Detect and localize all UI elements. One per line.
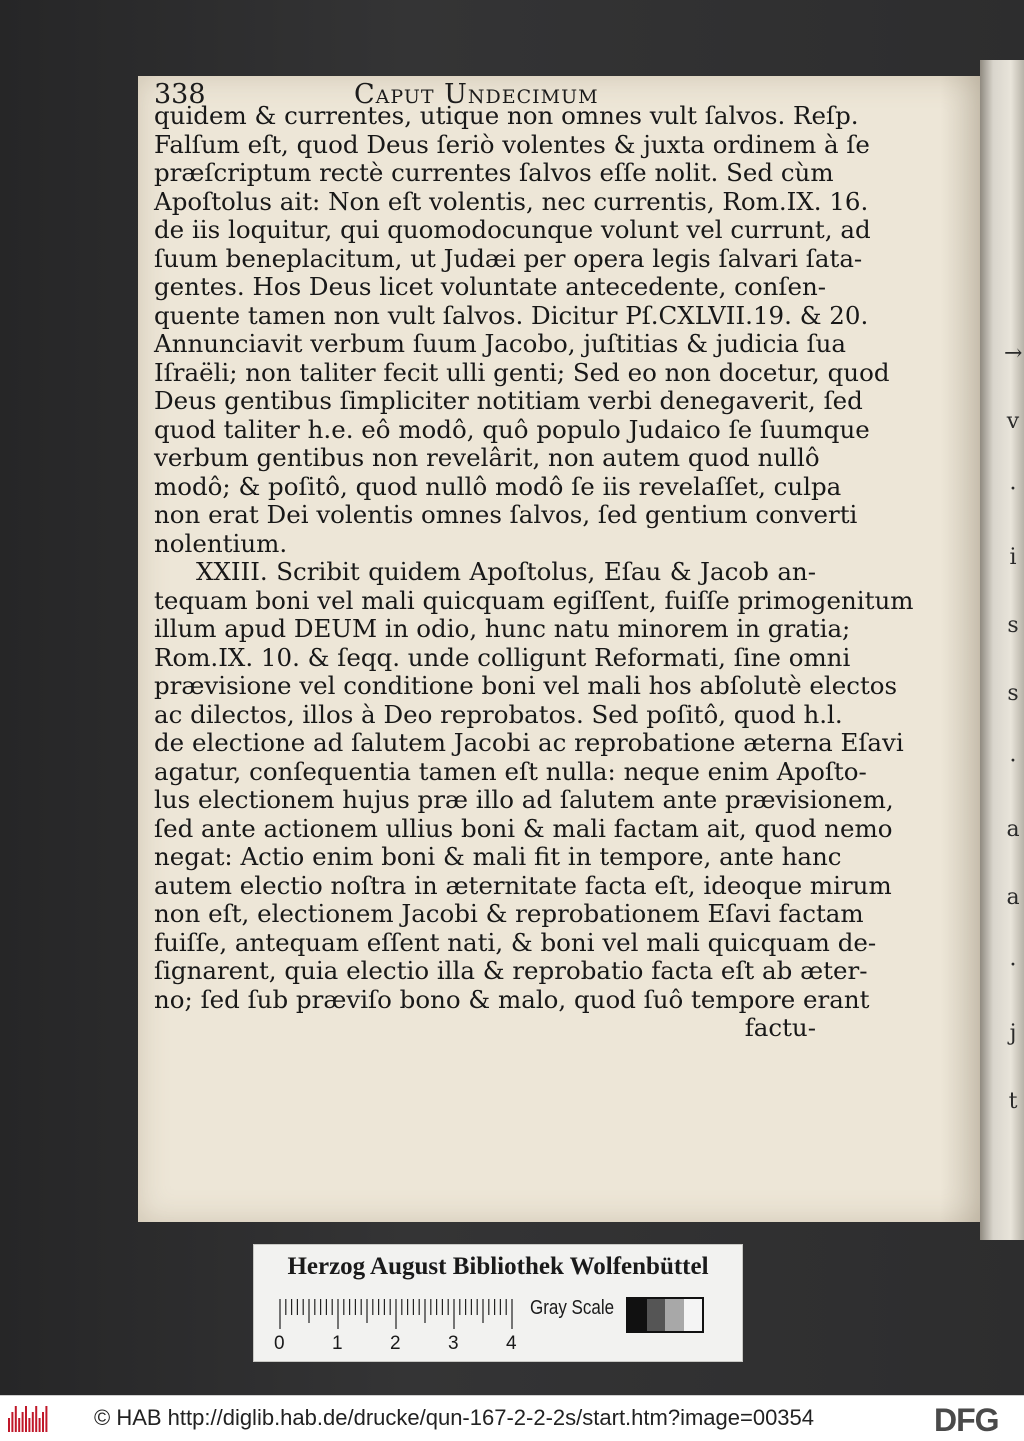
hab-logo-stroke [25, 1406, 27, 1432]
scan-label-card [253, 1244, 743, 1362]
hab-logo-stroke [18, 1418, 20, 1432]
text-line: non erat Dei volentis omnes ſalvos, ſed gentium converti [154, 500, 858, 529]
text-line: ſignarent, quia electio illa & reprobatio facta eſt ab æter- [154, 956, 868, 985]
text-line: ſed ante actionem ullius boni & mali factam ait, quod nemo [154, 813, 893, 843]
text-line: XXIII. Scribit quidem Apoſtolus, Eſau & Jacob an- [196, 557, 816, 586]
ruler-scale [278, 1297, 518, 1333]
text-line: Rom.IX. 10. & ſeqq. unde colligunt Reformati, ſine omni [154, 642, 851, 672]
text-line: tequam boni vel mali quicquam egiſſent, fuiſſe primogenitum [154, 585, 914, 615]
hab-logo-stroke [8, 1418, 10, 1432]
text-line: no; ſed ſub præviſo bono & malo, quod ſuô tempore erant [154, 984, 870, 1014]
text-line: Apoſtolus ait: Non eſt volentis, nec currentis, Rom.IX. 16. [154, 186, 869, 216]
adjacent-page-mark: j [1009, 1021, 1017, 1046]
text-line: lus electionem hujus præ illo ad ſalutem ante prævisionem, [154, 785, 894, 814]
text-line: Deus gentibus ſimpliciter notitiam verbi denegaverit, ſed [154, 386, 863, 415]
adjacent-page-mark: a [1006, 885, 1020, 910]
dfg-logo: DFG [934, 1402, 999, 1438]
text-line: agatur, conſequentia tamen eſt nulla: neque enim Apoſto- [154, 756, 867, 786]
adjacent-page-mark: i [1009, 545, 1017, 570]
grayscale-chip [628, 1299, 647, 1331]
page-text [154, 101, 914, 1043]
running-head: Caput Undecimum [354, 79, 599, 110]
text-line: ſuum beneplacitum, ut Judæi per opera legis ſalvari ſata- [154, 243, 863, 273]
grayscale-chip [665, 1299, 684, 1331]
text-line: Iſraëli; non taliter fecit ulli genti; Sed eo non docetur, quod [154, 357, 890, 387]
text-line: de electione ad ſalutem Jacobi ac reprobatione æterna Eſavi [154, 728, 904, 757]
hab-logo-stroke [28, 1418, 30, 1432]
hab-logo-stroke [45, 1406, 47, 1432]
grayscale-chip [684, 1299, 703, 1331]
adjacent-page-marks [1004, 320, 1022, 1120]
grayscale-chip [647, 1299, 666, 1331]
catchword: factu- [744, 1013, 816, 1042]
text-line: de iis loquitur, qui quomodocunque volunt vel currunt, ad [154, 215, 871, 244]
hab-logo-icon [6, 1404, 50, 1434]
text-line: illum apud DEUM in odio, hunc natu minorem in gratia; [154, 614, 851, 643]
ruler-number: 1 [332, 1333, 343, 1354]
text-line: modô; & poſitô, quod nullô modô ſe iis revelaſſet, culpa [154, 471, 842, 501]
text-line: præſcriptum rectè currentes ſalvos eſſe nolit. Sed cùm [154, 158, 834, 187]
bottom-bar [0, 1395, 1024, 1441]
text-line: quidem & currentes, utique non omnes vult ſalvos. Reſp. [154, 101, 859, 130]
text-line: verbum gentibus non revelârit, non autem quod nullô [154, 443, 820, 472]
text-line: Falſum eſt, quod Deus ſeriò volentes & juxta ordinem à ſe [154, 129, 870, 159]
text-line: Annunciavit verbum ſuum Jacobo, juſtitias & judicia ſua [154, 329, 847, 358]
grayscale-chips [626, 1297, 704, 1333]
grayscale-label: Gray Scale [530, 1297, 615, 1319]
ruler-number: 4 [506, 1333, 517, 1354]
text-line: prævisione vel conditione boni vel mali hos abſolutè electos [154, 671, 898, 700]
text-line: quod taliter h.e. eô modô, quô populo Judaico ſe ſuumque [154, 414, 870, 444]
text-line: negat: Actio enim boni & mali fit in tempore, ante hanc [154, 842, 842, 871]
text-line: non eſt, electionem Jacobi & reprobationem Eſavi factam [154, 899, 864, 928]
adjacent-page-mark: s [1007, 613, 1019, 638]
text-line: ac dilectos, illos à Deo reprobatos. Sed poſitô, quod h.l. [154, 699, 843, 729]
text-line: gentes. Hos Deus licet voluntate antecedente, conſen- [154, 272, 827, 301]
adjacent-page-mark: · [1009, 953, 1017, 978]
copyright-link[interactable]: © HAB http://diglib.hab.de/drucke/qun-167-2-2-2s/start.htm?image=00354 [94, 1405, 815, 1430]
adjacent-page-mark: · [1009, 477, 1017, 502]
adjacent-page-mark: · [1009, 749, 1017, 774]
text-line: nolentium. [154, 528, 288, 558]
adjacent-page-mark: v [1006, 409, 1020, 434]
ruler-numbers [274, 1333, 534, 1357]
hab-logo-stroke [32, 1412, 34, 1432]
adjacent-page-mark: s [1007, 681, 1019, 706]
text-line: autem electio noſtra in æternitate facta eſt, ideoque mirum [154, 870, 892, 900]
library-name: Herzog August Bibliothek Wolfenbüttel [287, 1253, 709, 1280]
hab-logo-stroke [39, 1418, 41, 1432]
text-line: quente tamen non vult ſalvos. Dicitur Pſ.CXLVII.19. & 20. [154, 300, 869, 330]
adjacent-page-mark: t [1008, 1089, 1018, 1114]
hab-logo-stroke [35, 1406, 37, 1432]
text-line: fuiſſe, antequam eſſent nati, & boni vel mali quicquam de- [154, 927, 877, 957]
ruler-number: 0 [274, 1333, 285, 1354]
ruler-number: 3 [448, 1333, 459, 1354]
hab-logo-stroke [22, 1412, 24, 1432]
hab-logo-stroke [15, 1406, 17, 1432]
ruler-number: 2 [390, 1333, 401, 1354]
adjacent-page-mark: → [1004, 341, 1023, 366]
hab-logo-stroke [42, 1412, 44, 1432]
page-number: 338 [154, 79, 206, 110]
adjacent-page-mark: a [1006, 817, 1020, 842]
hab-logo-stroke [11, 1412, 13, 1432]
